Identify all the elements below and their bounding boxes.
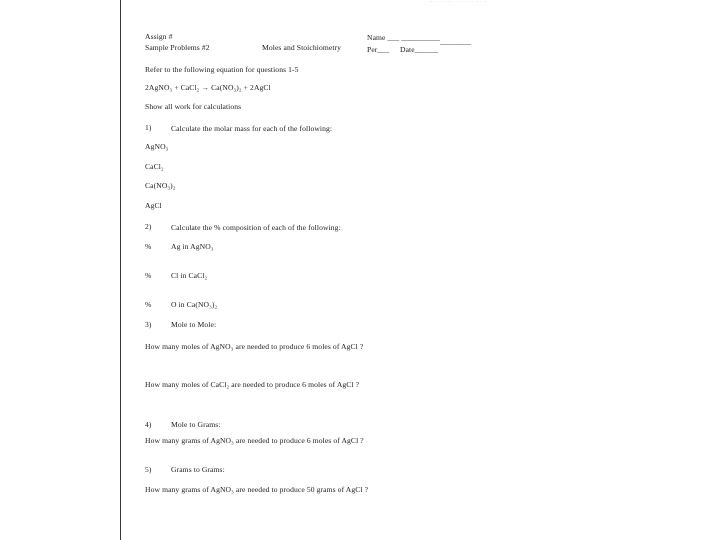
q5-number: 5) — [145, 465, 152, 474]
name-label: Name ___ __________ — [367, 33, 441, 42]
q2-row-3-pct: % — [145, 300, 152, 309]
instruction-show-work: Show all work for calculations — [145, 102, 242, 111]
q2-prompt: Calculate the % composition of each of the following: — [171, 223, 341, 232]
q2-number: 2) — [145, 222, 152, 231]
topic-title: Moles and Stoichiometry — [262, 43, 342, 52]
sample-problems-title: Sample Problems #2 — [145, 43, 210, 52]
name-line: ________ — [440, 37, 472, 46]
q2-row-2-text: Cl in CaCl₂ — [171, 271, 208, 280]
q4-question: How many grams of AgNO₃ are needed to produce 6 moles of AgCl ? — [145, 436, 364, 445]
scan-marks: - ······· ······· ·· · — [430, 0, 487, 5]
q1-item-agno3: AgNO₃ — [145, 142, 169, 151]
period-label: Per___ — [367, 45, 390, 54]
date-label: Date______ — [400, 45, 439, 54]
q1-number: 1) — [145, 123, 152, 132]
q3-question-1: How many moles of AgNO₃ are needed to produce 6 moles of AgCl ? — [145, 342, 364, 351]
q1-item-agcl: AgCl — [145, 201, 162, 210]
q3-number: 3) — [145, 320, 152, 329]
q2-row-2-pct: % — [145, 271, 152, 280]
page-edge-line — [120, 0, 121, 540]
q3-prompt: Mole to Mole: — [171, 320, 217, 329]
q5-question: How many grams of AgNO₃ are needed to produce 50 grams of AgCl ? — [145, 485, 369, 494]
q4-prompt: Mole to Grams: — [171, 420, 221, 429]
q1-prompt: Calculate the molar mass for each of the following: — [171, 124, 333, 133]
q1-item-cano32: Ca(NO₃)₂ — [145, 181, 176, 190]
q2-row-1-text: Ag in AgNO₃ — [171, 242, 214, 251]
chemical-equation: 2AgNO₃ + CaCl₂ → Ca(NO₃)₂ + 2AgCl — [145, 83, 271, 92]
q2-row-3-text: O in Ca(NO₃)₂ — [171, 300, 218, 309]
q3-question-2: How many moles of CaCl₂ are needed to produce 6 moles of AgCl ? — [145, 380, 360, 389]
q4-number: 4) — [145, 420, 152, 429]
q5-prompt: Grams to Grams: — [171, 465, 225, 474]
q1-item-cacl2: CaCl₂ — [145, 162, 164, 171]
instruction-refer: Refer to the following equation for questions 1-5 — [145, 65, 299, 74]
assign-label: Assign # — [145, 32, 173, 41]
q2-row-1-pct: % — [145, 242, 152, 251]
